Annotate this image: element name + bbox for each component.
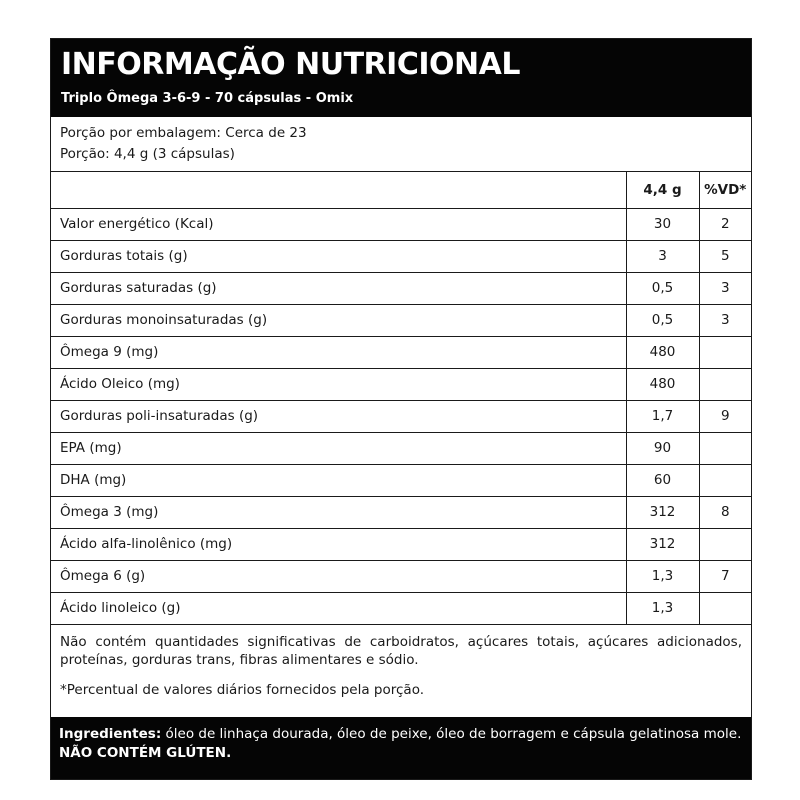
panel-title: INFORMAÇÃO NUTRICIONAL: [61, 47, 520, 82]
nutrient-vd: [699, 528, 751, 560]
table-row: [51, 304, 751, 336]
nutrition-table: [51, 172, 751, 625]
nutrient-vd: [699, 336, 751, 368]
table-row: [51, 496, 751, 528]
nutrient-name: Ômega 9 (mg): [51, 336, 626, 368]
column-header-vd: %VD*: [699, 172, 751, 208]
nutrient-name: Ômega 6 (g): [51, 560, 626, 592]
table-row: [51, 368, 751, 400]
nutrient-vd: 3: [699, 304, 751, 336]
nutrient-vd: 9: [699, 400, 751, 432]
table-row: [51, 336, 751, 368]
nutrient-vd: 5: [699, 240, 751, 272]
column-header-nutrient: [51, 172, 626, 208]
daily-value-note: *Percentual de valores diários fornecidos pela porção.: [60, 681, 425, 698]
ingredients-bar: [51, 717, 751, 779]
nutrient-vd: 7: [699, 560, 751, 592]
nutrient-name: Ácido alfa-linolênico (mg): [51, 528, 626, 560]
serving-info: [51, 117, 751, 172]
table-row: [51, 528, 751, 560]
nutrient-vd: [699, 464, 751, 496]
nutrient-name: DHA (mg): [51, 464, 626, 496]
gluten-warning: NÃO CONTÉM GLÚTEN.: [59, 745, 232, 761]
nutrient-vd: [699, 368, 751, 400]
nutrient-quantity: 480: [626, 336, 699, 368]
nutrient-quantity: 3: [626, 240, 699, 272]
header-bar: [51, 39, 751, 117]
nutrient-quantity: 1,3: [626, 560, 699, 592]
nutrient-name: Gorduras poli-insaturadas (g): [51, 400, 626, 432]
nutrient-name: Gorduras monoinsaturadas (g): [51, 304, 626, 336]
nutrient-name: Ômega 3 (mg): [51, 496, 626, 528]
nutrition-facts-panel: [50, 38, 752, 780]
nutrient-vd: [699, 432, 751, 464]
table-row: [51, 560, 751, 592]
nutrient-name: Gorduras saturadas (g): [51, 272, 626, 304]
nutrient-vd: 2: [699, 208, 751, 240]
nutrient-quantity: 0,5: [626, 304, 699, 336]
nutrient-name: Valor energético (Kcal): [51, 208, 626, 240]
nutrient-name: EPA (mg): [51, 432, 626, 464]
ingredients-label: Ingredientes:: [59, 726, 162, 742]
table-row: [51, 272, 751, 304]
nutrient-quantity: 312: [626, 496, 699, 528]
nutrient-vd: 3: [699, 272, 751, 304]
table-row: [51, 400, 751, 432]
table-row: [51, 432, 751, 464]
nutrient-quantity: 1,7: [626, 400, 699, 432]
nutrient-vd: 8: [699, 496, 751, 528]
nutrient-quantity: 90: [626, 432, 699, 464]
servings-per-package: Porção por embalagem: Cerca de 23: [60, 125, 307, 141]
portion-size: Porção: 4,4 g (3 cápsulas): [60, 146, 235, 162]
table-header-row: [51, 172, 751, 208]
nutrient-quantity: 0,5: [626, 272, 699, 304]
nutrient-name: Ácido Oleico (mg): [51, 368, 626, 400]
table-row: [51, 208, 751, 240]
nutrient-quantity: 30: [626, 208, 699, 240]
nutrient-quantity: 60: [626, 464, 699, 496]
product-subtitle: Triplo Ômega 3-6-9 - 70 cápsulas - Omix: [61, 91, 354, 106]
nutrient-quantity: 312: [626, 528, 699, 560]
nutrient-quantity: 1,3: [626, 592, 699, 624]
table-row: [51, 464, 751, 496]
nutrient-name: Ácido linoleico (g): [51, 592, 626, 624]
ingredients-text: óleo de linhaça dourada, óleo de peixe, óleo de borragem e cápsula gelatinosa mole.: [161, 726, 742, 742]
not-significant-note: Não contém quantidades significativas de carboidratos, açúcares totais, açúcares adicionados, proteínas, gorduras trans, fibras alimentares e sódio.: [60, 633, 742, 668]
nutrient-name: Gorduras totais (g): [51, 240, 626, 272]
nutrient-vd: [699, 592, 751, 624]
table-row: [51, 240, 751, 272]
column-header-quantity: 4,4 g: [626, 172, 699, 208]
nutrient-quantity: 480: [626, 368, 699, 400]
table-row: [51, 592, 751, 624]
